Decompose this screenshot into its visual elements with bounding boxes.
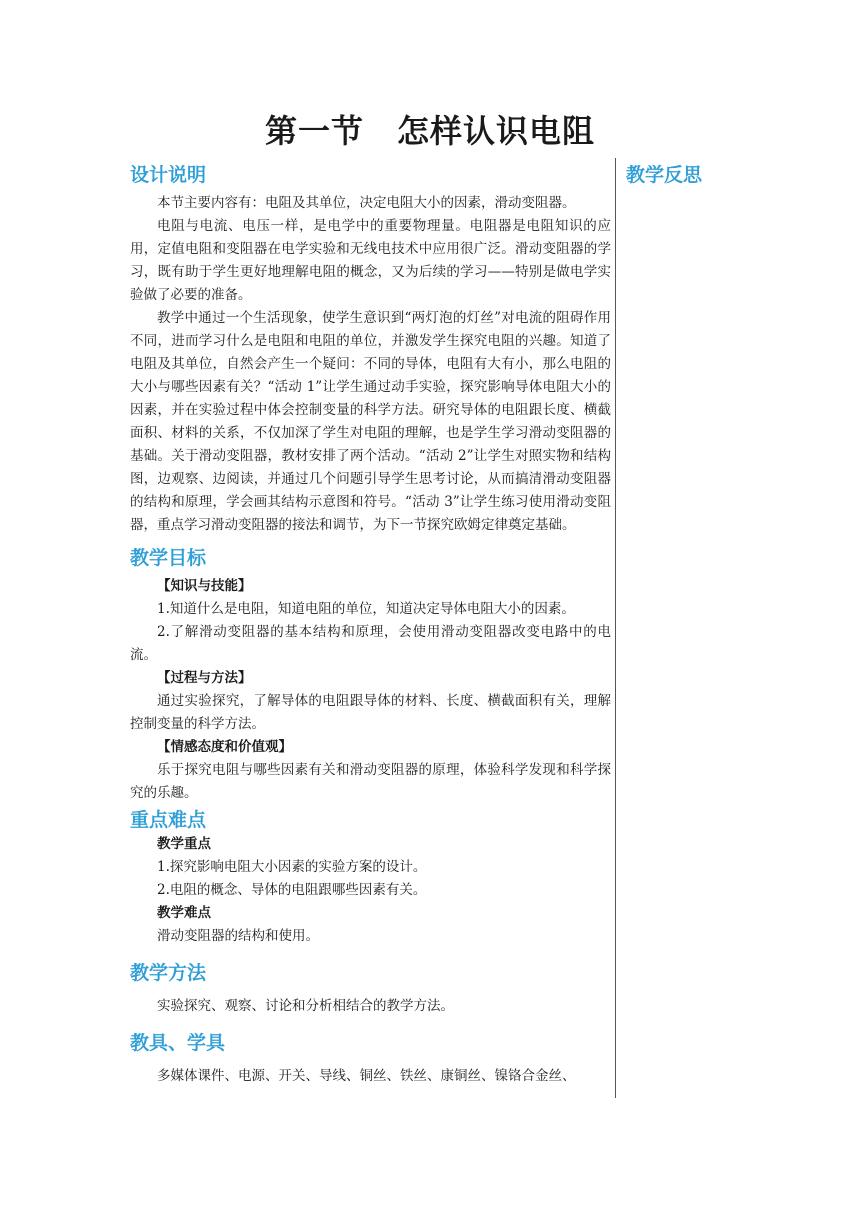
tools-text: 多媒体课件、电源、开关、导线、铜丝、铁丝、康铜丝、镍铬合金丝、 (157, 1068, 576, 1084)
design-paragraph: 本节主要内容有：电阻及其单位，决定电阻大小的因素，滑动变阻器。 (157, 195, 576, 211)
difficulty-text: 滑动变阻器的结构和使用。 (157, 928, 319, 944)
focus-item: 2.电阻的概念、导体的电阻跟哪些因素有关。 (157, 882, 427, 898)
method-text: 实验探究、观察、讨论和分析相结合的教学方法。 (157, 998, 454, 1014)
design-paragraph: 电阻与电流、电压一样，是电学中的重要物理量。电阻器是电阻知识的应用，定值电阻和变阻器在电学实验和无线电技术中应用很广泛。滑动变阻器的学习，既有助于学生更好地理解电阻的概念，又为后续的学习——特别是做电学实验做了必要的准备。 (130, 218, 611, 303)
reflection-heading: 教学反思 (626, 164, 703, 186)
design-heading: 设计说明 (130, 164, 207, 186)
focus-item: 1.探究影响电阻大小因素的实验方案的设计。 (157, 859, 427, 875)
page-title: 第一节 怎样认识电阻 (264, 112, 595, 150)
process-label: 【过程与方法】 (157, 670, 252, 686)
knowledge-item: 2.了解滑动变阻器的基本结构和原理，会使用滑动变阻器改变电路中的电流。 (130, 624, 611, 663)
emotion-label: 【情感态度和价值观】 (157, 739, 292, 755)
knowledge-label: 【知识与技能】 (157, 578, 252, 594)
difficulty-label: 教学难点 (157, 905, 211, 921)
focus-label: 教学重点 (157, 836, 211, 852)
tools-heading: 教具、学具 (130, 1032, 226, 1054)
main-column (130, 158, 616, 1098)
emotion-text: 乐于探究电阻与哪些因素有关和滑动变阻器的原理，体验科学发现和科学探究的乐趣。 (130, 762, 611, 801)
key-heading: 重点难点 (130, 809, 207, 831)
goals-heading: 教学目标 (130, 547, 207, 569)
design-paragraph: 教学中通过一个生活现象，使学生意识到“两灯泡的灯丝”对电流的阻碍作用不同，进而学习什么是电阻和电阻的单位，并激发学生探究电阻的兴趣。知道了电阻及其单位，自然会产生一个疑问：不同的导体，电阻有大有小，那么电阻的大小与哪些因素有关？“活动 1”让学生通过动手实验，探究影响导体电阻大小的因素，并在实验过程中体会控制变量的科学方法。研究导体的电阻跟长度、横截面积、材料的关系，不仅加深了学生对电阻的理解，也是学生学习滑动变阻器的基础。关于滑动变阻器，教材安排了两个活动。“活动 2”让学生对照实物和结构图，边观察、边阅读，并通过几个问题引导学生思考讨论，从而搞清滑动变阻器的结构和原理，学会画其结构示意图和符号。“活动 3”让学生练习使用滑动变阻器，重点学习滑动变阻器的接法和调节，为下一节探究欧姆定律奠定基础。 (130, 310, 611, 533)
knowledge-item: 1.知道什么是电阻，知道电阻的单位，知道决定导体电阻大小的因素。 (157, 601, 575, 617)
method-heading: 教学方法 (130, 962, 207, 984)
process-text: 通过实验探究，了解导体的电阻跟导体的材料、长度、横截面积有关，理解控制变量的科学方法。 (130, 693, 611, 732)
